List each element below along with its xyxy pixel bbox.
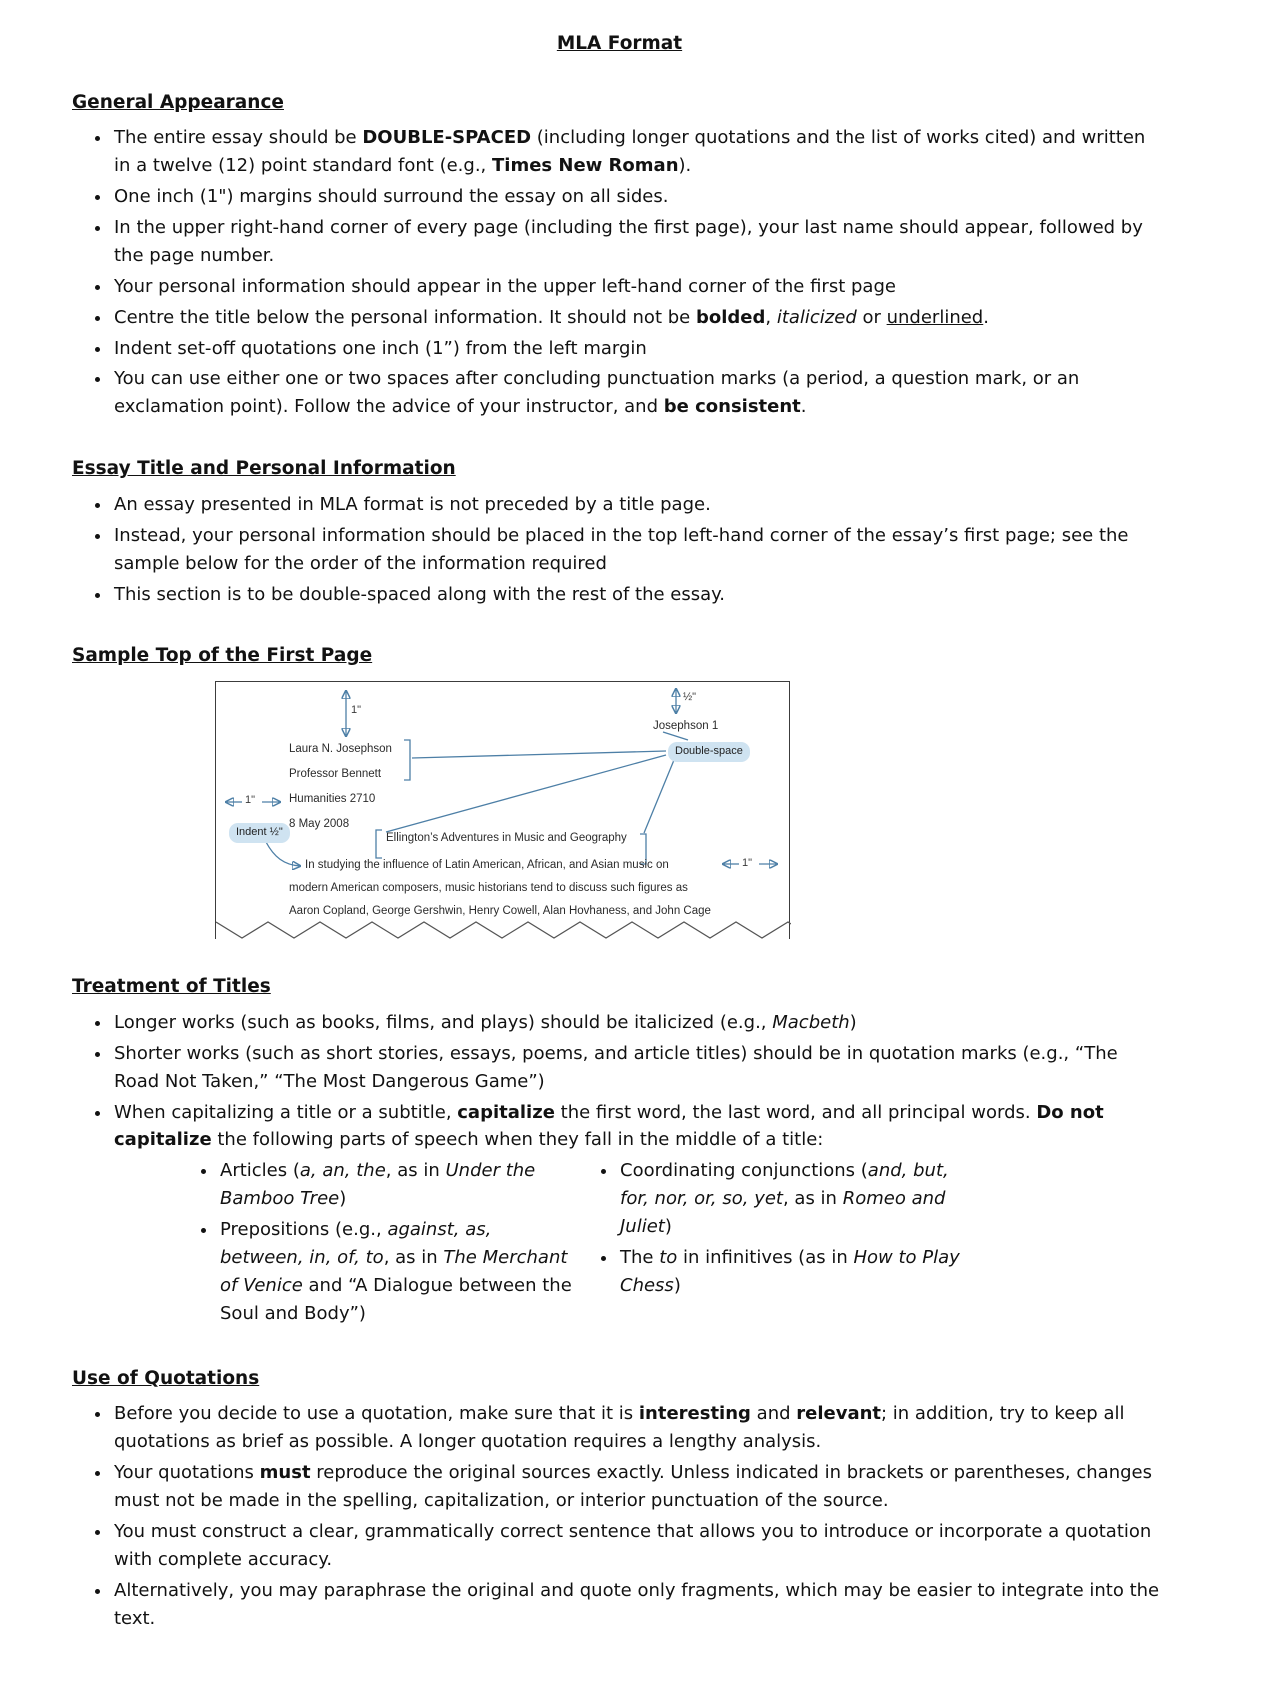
bullet-item: • Before you decide to use a quotation, make sure that it is interesting and relevant; in addition, try to keep all quotations as brief as possible. A longer quotation requires a lengthy analysis. xyxy=(112,1400,1167,1456)
diagram-text-line: Laura N. Josephson xyxy=(289,743,392,756)
section-use-of-quotations xyxy=(72,1365,1167,1633)
sub-bullet-list-left xyxy=(180,1157,580,1330)
section-treatment-of-titles xyxy=(72,973,1167,1330)
section-heading-sample-top: Sample Top of the First Page xyxy=(72,645,373,667)
indent-label: Indent ½" xyxy=(229,823,290,843)
section-general-appearance xyxy=(72,89,1167,422)
sample-body-text xyxy=(289,854,711,923)
bullet-item: • Longer works (such as books, films, and plays) should be italicized (e.g., Macbeth) xyxy=(112,1009,1167,1037)
bullet-item: • Shorter works (such as short stories, essays, poems, and article titles) should be in quotation marks (e.g., “The Road Not Taken,” “The Most Dangerous Game”) xyxy=(112,1040,1167,1096)
page-title: MLA Format xyxy=(556,33,683,54)
left-margin-label: 1" xyxy=(245,794,256,807)
section-heading-use-of-quotations: Use of Quotations xyxy=(72,1367,260,1389)
diagram-text-line: 8 May 2008 xyxy=(289,818,350,831)
bullet-item: • Your quotations must reproduce the original sources exactly. Unless indicated in brackets or parentheses, changes must not be made in the spelling, capitalization, or interior punctuation of the source. xyxy=(112,1459,1167,1515)
sample-page-diagram xyxy=(215,681,790,939)
sub-bullet-columns xyxy=(72,1157,1167,1330)
bullet-item: • The entire essay should be DOUBLE-SPACED (including longer quotations and the list of works cited) and written in a twelve (12) point standard font (e.g., Times New Roman). xyxy=(112,124,1167,180)
personal-info-block xyxy=(289,737,392,837)
bullet-list-treatment-of-titles xyxy=(72,1009,1167,1154)
personal-info-bracket xyxy=(404,740,410,780)
bullet-item: • You must construct a clear, grammatically correct sentence that allows you to introduce or incorporate a quotation with complete accuracy. xyxy=(112,1518,1167,1574)
diagram-text-line: Professor Bennett xyxy=(289,768,382,781)
bullet-list-essay-title-info xyxy=(72,491,1167,609)
top-margin-label: 1" xyxy=(351,704,362,717)
diagram-text-line: In studying the influence of Latin American, African, and Asian music on xyxy=(305,859,669,872)
bullet-list-general-appearance xyxy=(72,124,1167,421)
section-heading-treatment-of-titles: Treatment of Titles xyxy=(72,976,271,998)
bullet-item: • In the upper right-hand corner of every page (including the first page), your last name should appear, followed by the page number. xyxy=(112,214,1167,270)
bullet-item: • One inch (1") margins should surround the essay on all sides. xyxy=(112,183,1167,211)
diagram-text-line: Aaron Copland, George Gershwin, Henry Cowell, Alan Hovhaness, and John Cage xyxy=(289,905,711,918)
double-space-connector-lines xyxy=(386,732,688,833)
half-inch-label: ½" xyxy=(683,691,697,704)
bullet-item: • You can use either one or two spaces after concluding punctuation marks (a period, a question mark, or an exclamation point). Follow the advice of your instructor, and be consistent. xyxy=(112,365,1167,421)
bullet-list-use-of-quotations xyxy=(72,1400,1167,1632)
bullet-item: • Articles (a, an, the, as in Under the Bamboo Tree) xyxy=(218,1157,580,1213)
sample-essay-title: Ellington’s Adventures in Music and Geography xyxy=(386,832,627,845)
diagram-text-line: Humanities 2710 xyxy=(289,793,376,806)
section-essay-title-info xyxy=(72,455,1167,608)
sample-page-number: Josephson 1 xyxy=(653,720,719,733)
bullet-item: • Indent set-off quotations one inch (1”) from the left margin xyxy=(112,335,1167,363)
double-space-label: Double-space xyxy=(668,742,750,762)
bullet-item: • An essay presented in MLA format is not preceded by a title page. xyxy=(112,491,1167,519)
bullet-item: • Alternatively, you may paraphrase the original and quote only fragments, which may be easier to integrate into the text. xyxy=(112,1577,1167,1633)
section-heading-essay-title-info: Essay Title and Personal Information xyxy=(72,458,456,480)
section-sample-top xyxy=(72,642,1167,939)
bullet-item: • Centre the title below the personal information. It should not be bolded, italicized or underlined. xyxy=(112,304,1167,332)
section-heading-general-appearance: General Appearance xyxy=(72,91,284,113)
bullet-item: • Your personal information should appear in the upper left-hand corner of the first page xyxy=(112,273,1167,301)
bullet-item: • Prepositions (e.g., against, as, between, in, of, to, as in The Merchant of Venice and “A Dialogue between the Soul and Body”) xyxy=(218,1216,580,1328)
bullet-item: • Instead, your personal information should be placed in the top left-hand corner of the essay’s first page; see the sample below for the order of the information required xyxy=(112,522,1167,578)
bullet-item: • This section is to be double-spaced along with the rest of the essay. xyxy=(112,581,1167,609)
bullet-item: • The to in infinitives (as in How to Play Chess) xyxy=(618,1244,972,1300)
page-tear-zigzag xyxy=(216,922,791,938)
sub-bullet-list-right xyxy=(580,1157,972,1330)
bullet-item: • Coordinating conjunctions (and, but, for, nor, or, so, yet, as in Romeo and Juliet) xyxy=(618,1157,972,1241)
diagram-text-line: modern American composers, music historians tend to discuss such figures as xyxy=(289,882,688,895)
bullet-item: • When capitalizing a title or a subtitle, capitalize the first word, the last word, and all principal words. Do not capitalize the following parts of speech when they fall in the middle of a title: xyxy=(112,1099,1167,1155)
right-margin-label: 1" xyxy=(742,857,753,870)
